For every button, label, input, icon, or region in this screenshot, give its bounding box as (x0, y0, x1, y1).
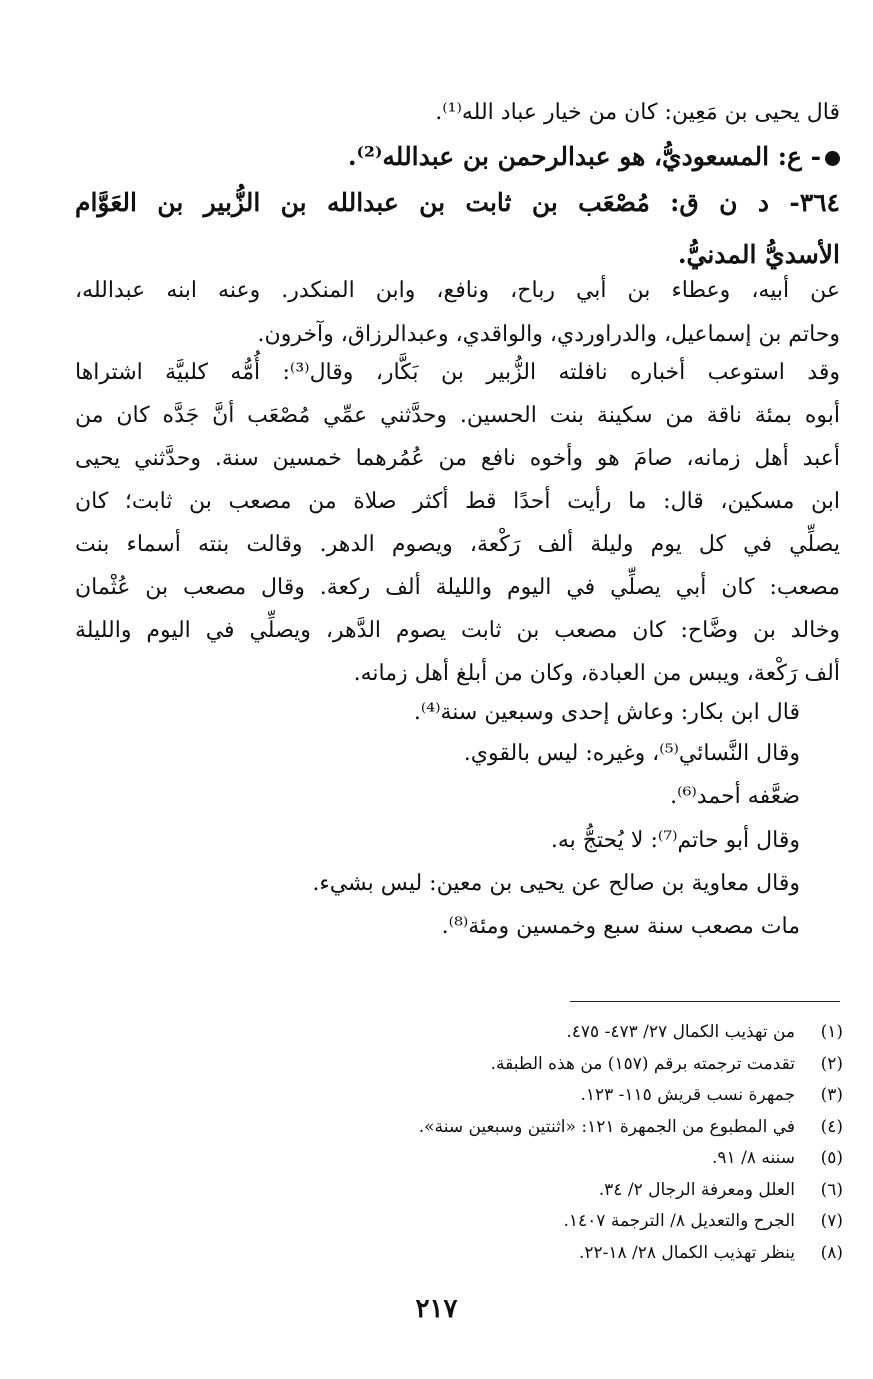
entry-heading-line: - ع: المسعوديُّ، هو عبدالرحمن بن عبدالله⁽²⁾. (348, 142, 840, 172)
text-line (354, 661, 840, 687)
footnote (63, 1022, 843, 1042)
footnote (63, 1243, 843, 1263)
line-text: عن أبيه، وعطاء بن أبي رباح، ونافع، وابن المنكدر. وعنه ابنه عبدالله، (75, 278, 840, 303)
line-text: وقال النَّسائي⁽⁵⁾، وغيره: ليس بالقوي. (463, 741, 800, 766)
footnote (63, 1117, 843, 1137)
line-text: الأسديُّ المدنيُّ. (677, 240, 840, 269)
footnote-number: (٣) (820, 1085, 843, 1105)
bullet-icon (825, 151, 840, 166)
line-text: ٣٦٤- د ن ق: مُصْعَب بن ثابت بن عبدالله بن الزُّبير بن العَوَّام (75, 188, 840, 217)
text-line (75, 360, 840, 386)
footnote-text: العلل ومعرفة الرجال ٢/ ٣٤. (598, 1179, 795, 1200)
text-line (258, 322, 840, 348)
entry-heading-line (678, 240, 840, 270)
text-line (75, 575, 840, 601)
footnote-text: تقدمت ترجمته برقم (١٥٧) من هذه الطبقة. (490, 1053, 795, 1074)
line-text: وحاتم بن إسماعيل، والدراوردي، والواقدي، وعبدالرزاق، وآخرون. (257, 322, 840, 347)
text-line (75, 403, 840, 429)
footnote (63, 1085, 843, 1105)
text-line (442, 914, 800, 940)
line-text: وقال معاوية بن صالح عن يحيى بن معين: ليس بشيء. (312, 871, 800, 896)
line-text: وقد استوعب أخباره نافلته الزُّبير بن بَكَّار، وقال⁽³⁾: أُمُّه كلبيَّة اشتراها (75, 360, 840, 385)
line-text: يصلِّي في كل يوم وليلة ألف رَكْعة، ويصوم الدهر. وقالت بنته أسماء بنت (75, 532, 840, 557)
line-text: ع: المسعوديُّ، هو عبدالرحمن بن عبدالله⁽²⁾. (347, 142, 802, 171)
footnote-text: جمهرة نسب قريش ١١٥- ١٢٣. (580, 1085, 795, 1105)
text-line (75, 489, 840, 515)
line-text: ألف رَكْعة، ويبس من العبادة، وكان من أبلغ أهل زمانه. (353, 661, 840, 686)
text-line (75, 446, 840, 472)
footnote-separator (570, 1001, 840, 1002)
text-line (312, 871, 800, 897)
footnote-number: (٤) (820, 1116, 843, 1137)
line-text: مصعب: كان أبي يصلِّي في اليوم والليلة ألف ركعة. وقال مصعب بن عُثْمان (75, 575, 840, 600)
text-line (551, 828, 800, 854)
footnote (63, 1054, 843, 1074)
text-line (414, 700, 800, 726)
text-line (75, 618, 840, 644)
footnote (63, 1148, 843, 1168)
footnote-number: (٨) (820, 1242, 843, 1263)
footnote-text: من تهذيب الكمال ٢٧/ ٤٧٣- ٤٧٥. (566, 1022, 795, 1042)
entry-heading-line (75, 188, 840, 218)
line-text: قال يحيى بن مَعِين: كان من خيار عباد الله⁽¹⁾. (435, 100, 840, 125)
line-text: وخالد بن وضَّاح: كان مصعب بن ثابت يصوم الدَّهر، ويصلِّي في اليوم والليلة (75, 618, 840, 643)
footnote (63, 1180, 843, 1200)
line-text: أبوه بمئة ناقة من سكينة بنت الحسين. وحدَّثني عمِّي مُصْعَب أنَّ جَدَّه كان من (75, 403, 840, 428)
text-line (435, 100, 840, 126)
footnote-number: (٦) (820, 1179, 843, 1200)
footnote-text: سننه ٨/ ٩١. (712, 1148, 795, 1168)
footnote-number: (٢) (820, 1053, 843, 1074)
line-text: ضعَّفه أحمد⁽⁶⁾. (670, 784, 800, 809)
line-text: وقال أبو حاتم⁽⁷⁾: لا يُحتجُّ به. (550, 828, 800, 853)
footnote (63, 1211, 843, 1231)
line-text: قال ابن بكار: وعاش إحدى وسبعين سنة⁽⁴⁾. (413, 700, 800, 725)
line-text: مات مصعب سنة سبع وخمسين ومئة⁽⁸⁾. (441, 914, 800, 939)
line-text: أعبد أهل زمانه، صامَ هو وأخوه نافع من عُمُرهما خمسين سنة. وحدَّثني يحيى (75, 446, 840, 471)
footnote-text: في المطبوع من الجمهرة ١٢١: «اثنتين وسبعين سنة». (418, 1116, 795, 1137)
footnote-text: الجرح والتعديل ٨/ الترجمة ١٤٠٧. (563, 1211, 795, 1231)
text-line (75, 278, 840, 304)
line-text: ابن مسكين، قال: ما رأيت أحدًا قط أكثر صلاة من مصعب بن ثابت؛ كان (75, 489, 840, 514)
footnote-number: (٧) (820, 1211, 843, 1231)
page-number: ٢١٧ (415, 1294, 458, 1324)
footnote-number: (٥) (820, 1148, 843, 1168)
text-line (75, 532, 840, 558)
text-line (464, 741, 800, 767)
text-line (670, 784, 800, 810)
footnote-text: ينظر تهذيب الكمال ٢٨/ ١٨-٢٢. (578, 1242, 795, 1263)
footnote-number: (١) (820, 1022, 843, 1042)
